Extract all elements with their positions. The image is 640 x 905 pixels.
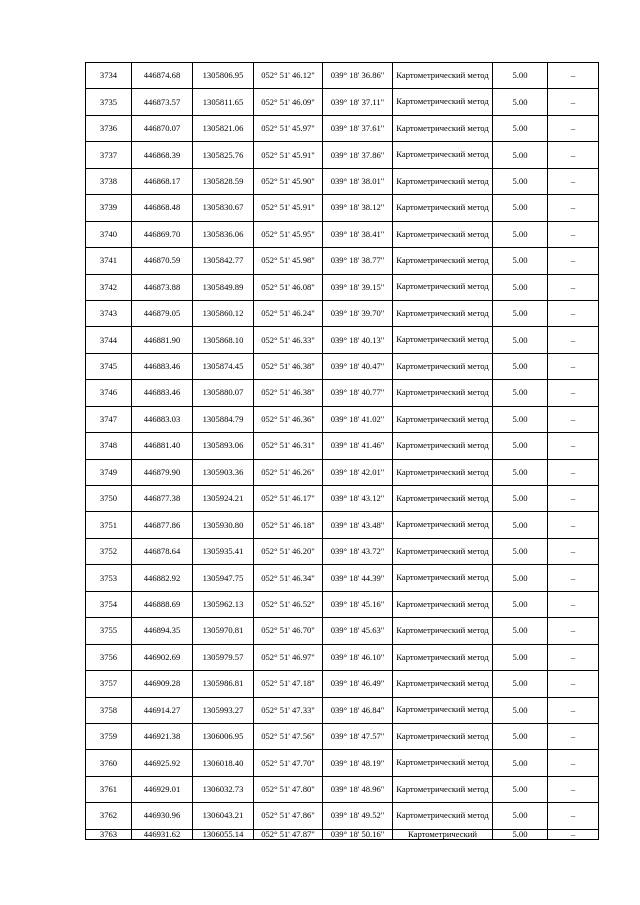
accuracy-cell: 5.00	[493, 248, 548, 274]
note-cell: –	[548, 274, 599, 300]
longitude-cell: 039° 18' 37.11"	[323, 89, 393, 115]
point-number-cell: 3758	[86, 697, 132, 723]
x-coordinate-cell: 446883.46	[132, 353, 193, 379]
x-coordinate-cell: 446931.62	[132, 829, 193, 839]
longitude-cell: 039° 18' 46.10"	[323, 644, 393, 670]
method-cell: Картометрический метод	[393, 248, 493, 274]
y-coordinate-cell: 1306055.14	[193, 829, 254, 839]
note-cell: –	[548, 115, 599, 141]
y-coordinate-cell: 1305836.06	[193, 221, 254, 247]
longitude-cell: 039° 18' 47.57"	[323, 723, 393, 749]
method-cell: Картометрический метод	[393, 671, 493, 697]
x-coordinate-cell: 446881.90	[132, 327, 193, 353]
accuracy-cell: 5.00	[493, 644, 548, 670]
latitude-cell: 052° 51' 46.38"	[254, 353, 323, 379]
longitude-cell: 039° 18' 43.48"	[323, 512, 393, 538]
latitude-cell: 052° 51' 47.86"	[254, 803, 323, 829]
note-cell: –	[548, 512, 599, 538]
latitude-cell: 052° 51' 45.98"	[254, 248, 323, 274]
table-row	[86, 380, 599, 406]
note-cell: –	[548, 142, 599, 168]
longitude-cell: 039° 18' 37.61"	[323, 115, 393, 141]
accuracy-cell: 5.00	[493, 300, 548, 326]
table-row	[86, 168, 599, 194]
latitude-cell: 052° 51' 46.26"	[254, 459, 323, 485]
y-coordinate-cell: 1305930.80	[193, 512, 254, 538]
accuracy-cell: 5.00	[493, 115, 548, 141]
y-coordinate-cell: 1305849.89	[193, 274, 254, 300]
note-cell: –	[548, 248, 599, 274]
point-number-cell: 3750	[86, 486, 132, 512]
point-number-cell: 3756	[86, 644, 132, 670]
longitude-cell: 039° 18' 46.49"	[323, 671, 393, 697]
y-coordinate-cell: 1305924.21	[193, 486, 254, 512]
table-row	[86, 248, 599, 274]
x-coordinate-cell: 446925.92	[132, 750, 193, 776]
longitude-cell: 039° 18' 39.15"	[323, 274, 393, 300]
x-coordinate-cell: 446869.70	[132, 221, 193, 247]
longitude-cell: 039° 18' 38.01"	[323, 168, 393, 194]
point-number-cell: 3754	[86, 591, 132, 617]
note-cell: –	[548, 63, 599, 89]
x-coordinate-cell: 446870.07	[132, 115, 193, 141]
latitude-cell: 052° 51' 46.20"	[254, 538, 323, 564]
table-row	[86, 142, 599, 168]
y-coordinate-cell: 1305830.67	[193, 195, 254, 221]
method-cell: Картометрический метод	[393, 644, 493, 670]
accuracy-cell: 5.00	[493, 723, 548, 749]
accuracy-cell: 5.00	[493, 565, 548, 591]
table-row	[86, 723, 599, 749]
latitude-cell: 052° 51' 46.09"	[254, 89, 323, 115]
method-cell: Картометрический метод	[393, 459, 493, 485]
longitude-cell: 039° 18' 43.72"	[323, 538, 393, 564]
method-cell: Картометрический метод	[393, 142, 493, 168]
note-cell: –	[548, 380, 599, 406]
latitude-cell: 052° 51' 46.33"	[254, 327, 323, 353]
accuracy-cell: 5.00	[493, 750, 548, 776]
note-cell: –	[548, 829, 599, 839]
latitude-cell: 052° 51' 46.17"	[254, 486, 323, 512]
latitude-cell: 052° 51' 46.38"	[254, 380, 323, 406]
y-coordinate-cell: 1305825.76	[193, 142, 254, 168]
y-coordinate-cell: 1306043.21	[193, 803, 254, 829]
latitude-cell: 052° 51' 46.08"	[254, 274, 323, 300]
method-cell: Картометрический метод	[393, 300, 493, 326]
point-number-cell: 3760	[86, 750, 132, 776]
x-coordinate-cell: 446868.48	[132, 195, 193, 221]
method-cell: Картометрический метод	[393, 512, 493, 538]
method-cell: Картометрический метод	[393, 327, 493, 353]
table-row	[86, 486, 599, 512]
longitude-cell: 039° 18' 41.46"	[323, 433, 393, 459]
note-cell: –	[548, 327, 599, 353]
table-row	[86, 115, 599, 141]
method-cell: Картометрический метод	[393, 274, 493, 300]
x-coordinate-cell: 446902.69	[132, 644, 193, 670]
point-number-cell: 3752	[86, 538, 132, 564]
longitude-cell: 039° 18' 40.77"	[323, 380, 393, 406]
accuracy-cell: 5.00	[493, 776, 548, 802]
longitude-cell: 039° 18' 45.63"	[323, 618, 393, 644]
x-coordinate-cell: 446882.92	[132, 565, 193, 591]
y-coordinate-cell: 1305947.75	[193, 565, 254, 591]
accuracy-cell: 5.00	[493, 591, 548, 617]
method-cell: Картометрический	[393, 829, 493, 839]
accuracy-cell: 5.00	[493, 327, 548, 353]
table-row	[86, 512, 599, 538]
method-cell: Картометрический метод	[393, 486, 493, 512]
note-cell: –	[548, 591, 599, 617]
method-cell: Картометрический метод	[393, 433, 493, 459]
latitude-cell: 052° 51' 47.18"	[254, 671, 323, 697]
method-cell: Картометрический метод	[393, 89, 493, 115]
accuracy-cell: 5.00	[493, 274, 548, 300]
y-coordinate-cell: 1305842.77	[193, 248, 254, 274]
longitude-cell: 039° 18' 39.70"	[323, 300, 393, 326]
y-coordinate-cell: 1305903.36	[193, 459, 254, 485]
note-cell: –	[548, 803, 599, 829]
method-cell: Картометрический метод	[393, 115, 493, 141]
x-coordinate-cell: 446868.39	[132, 142, 193, 168]
note-cell: –	[548, 723, 599, 749]
x-coordinate-cell: 446873.57	[132, 89, 193, 115]
accuracy-cell: 5.00	[493, 89, 548, 115]
accuracy-cell: 5.00	[493, 221, 548, 247]
y-coordinate-cell: 1305993.27	[193, 697, 254, 723]
point-number-cell: 3762	[86, 803, 132, 829]
longitude-cell: 039° 18' 40.13"	[323, 327, 393, 353]
accuracy-cell: 5.00	[493, 618, 548, 644]
y-coordinate-cell: 1305979.57	[193, 644, 254, 670]
point-number-cell: 3749	[86, 459, 132, 485]
note-cell: –	[548, 221, 599, 247]
latitude-cell: 052° 51' 46.70"	[254, 618, 323, 644]
table-row	[86, 671, 599, 697]
latitude-cell: 052° 51' 47.87"	[254, 829, 323, 839]
longitude-cell: 039° 18' 48.96"	[323, 776, 393, 802]
method-cell: Картометрический метод	[393, 221, 493, 247]
y-coordinate-cell: 1305880.07	[193, 380, 254, 406]
accuracy-cell: 5.00	[493, 168, 548, 194]
longitude-cell: 039° 18' 48.19"	[323, 750, 393, 776]
table-row	[86, 829, 599, 839]
x-coordinate-cell: 446870.59	[132, 248, 193, 274]
latitude-cell: 052° 51' 47.56"	[254, 723, 323, 749]
y-coordinate-cell: 1305962.13	[193, 591, 254, 617]
x-coordinate-cell: 446873.88	[132, 274, 193, 300]
method-cell: Картометрический метод	[393, 750, 493, 776]
table-row	[86, 618, 599, 644]
longitude-cell: 039° 18' 50.16"	[323, 829, 393, 839]
accuracy-cell: 5.00	[493, 380, 548, 406]
note-cell: –	[548, 776, 599, 802]
y-coordinate-cell: 1305806.95	[193, 63, 254, 89]
note-cell: –	[548, 538, 599, 564]
x-coordinate-cell: 446868.17	[132, 168, 193, 194]
latitude-cell: 052° 51' 46.12"	[254, 63, 323, 89]
x-coordinate-cell: 446921.38	[132, 723, 193, 749]
point-number-cell: 3745	[86, 353, 132, 379]
y-coordinate-cell: 1305893.06	[193, 433, 254, 459]
table-row	[86, 750, 599, 776]
x-coordinate-cell: 446874.68	[132, 63, 193, 89]
table-body	[86, 63, 599, 840]
accuracy-cell: 5.00	[493, 195, 548, 221]
accuracy-cell: 5.00	[493, 459, 548, 485]
point-number-cell: 3742	[86, 274, 132, 300]
point-number-cell: 3746	[86, 380, 132, 406]
method-cell: Картометрический метод	[393, 353, 493, 379]
latitude-cell: 052° 51' 46.97"	[254, 644, 323, 670]
accuracy-cell: 5.00	[493, 433, 548, 459]
longitude-cell: 039° 18' 38.41"	[323, 221, 393, 247]
accuracy-cell: 5.00	[493, 697, 548, 723]
latitude-cell: 052° 51' 46.18"	[254, 512, 323, 538]
point-number-cell: 3740	[86, 221, 132, 247]
accuracy-cell: 5.00	[493, 803, 548, 829]
accuracy-cell: 5.00	[493, 353, 548, 379]
table-row	[86, 274, 599, 300]
latitude-cell: 052° 51' 46.34"	[254, 565, 323, 591]
point-number-cell: 3753	[86, 565, 132, 591]
note-cell: –	[548, 168, 599, 194]
point-number-cell: 3737	[86, 142, 132, 168]
y-coordinate-cell: 1305821.06	[193, 115, 254, 141]
note-cell: –	[548, 433, 599, 459]
point-number-cell: 3741	[86, 248, 132, 274]
accuracy-cell: 5.00	[493, 142, 548, 168]
longitude-cell: 039° 18' 36.86"	[323, 63, 393, 89]
x-coordinate-cell: 446930.96	[132, 803, 193, 829]
point-number-cell: 3738	[86, 168, 132, 194]
x-coordinate-cell: 446879.90	[132, 459, 193, 485]
table-row	[86, 776, 599, 802]
latitude-cell: 052° 51' 46.52"	[254, 591, 323, 617]
latitude-cell: 052° 51' 46.36"	[254, 406, 323, 432]
point-number-cell: 3747	[86, 406, 132, 432]
latitude-cell: 052° 51' 45.91"	[254, 142, 323, 168]
point-number-cell: 3739	[86, 195, 132, 221]
latitude-cell: 052° 51' 45.91"	[254, 195, 323, 221]
note-cell: –	[548, 750, 599, 776]
longitude-cell: 039° 18' 46.84"	[323, 697, 393, 723]
longitude-cell: 039° 18' 41.02"	[323, 406, 393, 432]
latitude-cell: 052° 51' 45.95"	[254, 221, 323, 247]
note-cell: –	[548, 565, 599, 591]
accuracy-cell: 5.00	[493, 406, 548, 432]
x-coordinate-cell: 446878.64	[132, 538, 193, 564]
y-coordinate-cell: 1305935.41	[193, 538, 254, 564]
y-coordinate-cell: 1305986.81	[193, 671, 254, 697]
x-coordinate-cell: 446914.27	[132, 697, 193, 723]
latitude-cell: 052° 51' 46.24"	[254, 300, 323, 326]
latitude-cell: 052° 51' 46.31"	[254, 433, 323, 459]
note-cell: –	[548, 644, 599, 670]
method-cell: Картометрический метод	[393, 168, 493, 194]
table-row	[86, 644, 599, 670]
latitude-cell: 052° 51' 47.33"	[254, 697, 323, 723]
longitude-cell: 039° 18' 40.47"	[323, 353, 393, 379]
method-cell: Картометрический метод	[393, 195, 493, 221]
method-cell: Картометрический метод	[393, 618, 493, 644]
method-cell: Картометрический метод	[393, 723, 493, 749]
point-number-cell: 3761	[86, 776, 132, 802]
y-coordinate-cell: 1305860.12	[193, 300, 254, 326]
table-row	[86, 221, 599, 247]
latitude-cell: 052° 51' 45.97"	[254, 115, 323, 141]
note-cell: –	[548, 195, 599, 221]
y-coordinate-cell: 1305828.59	[193, 168, 254, 194]
accuracy-cell: 5.00	[493, 512, 548, 538]
accuracy-cell: 5.00	[493, 671, 548, 697]
point-number-cell: 3748	[86, 433, 132, 459]
x-coordinate-cell: 446929.01	[132, 776, 193, 802]
y-coordinate-cell: 1305868.10	[193, 327, 254, 353]
x-coordinate-cell: 446879.05	[132, 300, 193, 326]
method-cell: Картометрический метод	[393, 803, 493, 829]
table-row	[86, 300, 599, 326]
longitude-cell: 039° 18' 37.86"	[323, 142, 393, 168]
method-cell: Картометрический метод	[393, 565, 493, 591]
accuracy-cell: 5.00	[493, 486, 548, 512]
method-cell: Картометрический метод	[393, 591, 493, 617]
x-coordinate-cell: 446909.28	[132, 671, 193, 697]
x-coordinate-cell: 446881.40	[132, 433, 193, 459]
table-row	[86, 353, 599, 379]
table-row	[86, 89, 599, 115]
note-cell: –	[548, 406, 599, 432]
longitude-cell: 039° 18' 38.77"	[323, 248, 393, 274]
table-row	[86, 195, 599, 221]
note-cell: –	[548, 89, 599, 115]
method-cell: Картометрический метод	[393, 697, 493, 723]
method-cell: Картометрический метод	[393, 406, 493, 432]
method-cell: Картометрический метод	[393, 380, 493, 406]
accuracy-cell: 5.00	[493, 829, 548, 839]
y-coordinate-cell: 1305811.65	[193, 89, 254, 115]
x-coordinate-cell: 446894.35	[132, 618, 193, 644]
point-number-cell: 3744	[86, 327, 132, 353]
table-row	[86, 406, 599, 432]
longitude-cell: 039° 18' 42.01"	[323, 459, 393, 485]
point-number-cell: 3757	[86, 671, 132, 697]
coordinates-table-page	[85, 62, 598, 840]
table-row	[86, 63, 599, 89]
longitude-cell: 039° 18' 44.39"	[323, 565, 393, 591]
table-row	[86, 538, 599, 564]
latitude-cell: 052° 51' 45.90"	[254, 168, 323, 194]
note-cell: –	[548, 618, 599, 644]
point-number-cell: 3751	[86, 512, 132, 538]
latitude-cell: 052° 51' 47.80"	[254, 776, 323, 802]
note-cell: –	[548, 353, 599, 379]
latitude-cell: 052° 51' 47.70"	[254, 750, 323, 776]
longitude-cell: 039° 18' 38.12"	[323, 195, 393, 221]
longitude-cell: 039° 18' 45.16"	[323, 591, 393, 617]
accuracy-cell: 5.00	[493, 538, 548, 564]
table-row	[86, 433, 599, 459]
x-coordinate-cell: 446883.03	[132, 406, 193, 432]
boundary-points-table	[85, 62, 599, 840]
longitude-cell: 039° 18' 43.12"	[323, 486, 393, 512]
point-number-cell: 3755	[86, 618, 132, 644]
table-row	[86, 327, 599, 353]
point-number-cell: 3759	[86, 723, 132, 749]
point-number-cell: 3736	[86, 115, 132, 141]
table-row	[86, 591, 599, 617]
table-row	[86, 697, 599, 723]
note-cell: –	[548, 671, 599, 697]
point-number-cell: 3743	[86, 300, 132, 326]
method-cell: Картометрический метод	[393, 538, 493, 564]
note-cell: –	[548, 300, 599, 326]
y-coordinate-cell: 1306018.40	[193, 750, 254, 776]
point-number-cell: 3735	[86, 89, 132, 115]
x-coordinate-cell: 446877.38	[132, 486, 193, 512]
longitude-cell: 039° 18' 49.52"	[323, 803, 393, 829]
note-cell: –	[548, 486, 599, 512]
x-coordinate-cell: 446888.69	[132, 591, 193, 617]
y-coordinate-cell: 1305874.45	[193, 353, 254, 379]
note-cell: –	[548, 697, 599, 723]
table-row	[86, 459, 599, 485]
y-coordinate-cell: 1306006.95	[193, 723, 254, 749]
note-cell: –	[548, 459, 599, 485]
point-number-cell: 3763	[86, 829, 132, 839]
accuracy-cell: 5.00	[493, 63, 548, 89]
method-cell: Картометрический метод	[393, 776, 493, 802]
point-number-cell: 3734	[86, 63, 132, 89]
y-coordinate-cell: 1305970.81	[193, 618, 254, 644]
x-coordinate-cell: 446877.86	[132, 512, 193, 538]
x-coordinate-cell: 446883.46	[132, 380, 193, 406]
y-coordinate-cell: 1305884.79	[193, 406, 254, 432]
table-row	[86, 565, 599, 591]
y-coordinate-cell: 1306032.73	[193, 776, 254, 802]
method-cell: Картометрический метод	[393, 63, 493, 89]
table-row	[86, 803, 599, 829]
